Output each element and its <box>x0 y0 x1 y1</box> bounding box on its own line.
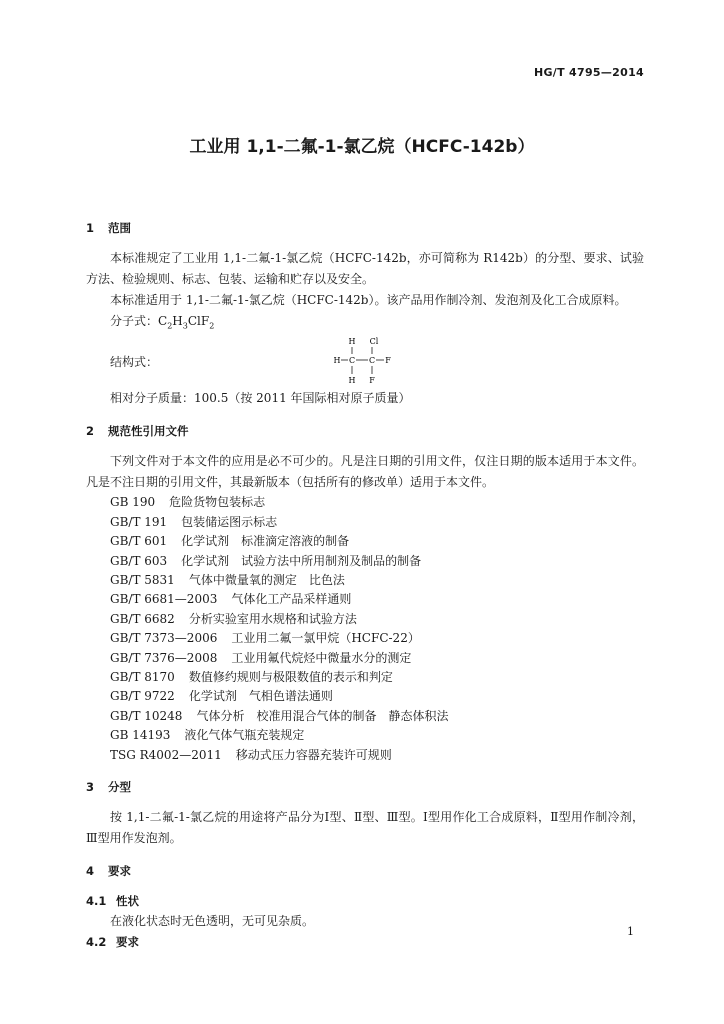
reference-item <box>86 571 644 590</box>
formula-h: H <box>172 314 183 328</box>
section-title: 分型 <box>108 780 131 795</box>
section-4-heading <box>86 861 644 881</box>
reference-item <box>86 590 644 609</box>
reference-item <box>86 746 644 765</box>
reference-title: 包装储运图示标志 <box>181 514 278 529</box>
section-title: 要求 <box>108 864 131 879</box>
reference-item <box>86 629 644 648</box>
atom-h-left: H <box>334 356 341 366</box>
applicability-paragraph: 本标准适用于 1,1-二氟-1-氯乙烷（HCFC-142b）。该产品用作制冷剂、发泡剂及化工合成原料。 <box>110 293 627 307</box>
reference-title: 工业用二氟一氯甲烷（HCFC-22） <box>231 631 420 646</box>
reference-code: GB/T 7376—2008 <box>110 650 218 665</box>
reference-title: 分析实验室用水规格和试验方法 <box>188 611 357 626</box>
structural-formula <box>86 336 644 388</box>
formula-c-sub: 2 <box>167 321 173 331</box>
reference-title: 危险货物包装标志 <box>169 495 266 510</box>
reference-title: 化学试剂 标准滴定溶液的制备 <box>181 534 350 549</box>
reference-item <box>86 726 644 745</box>
reference-title: 移动式压力容器充装许可规则 <box>235 747 392 762</box>
reference-code: GB/T 6681—2003 <box>110 592 218 607</box>
reference-title: 化学试剂 气相色谱法通则 <box>188 689 333 704</box>
appearance-text: 在液化状态时无色透明，无可见杂质。 <box>110 914 315 929</box>
formula-c: C <box>158 314 168 328</box>
section-2-heading <box>86 421 644 441</box>
molecular-mass: 相对分子质量：100.5（按 2011 年国际相对原子质量） <box>110 391 411 406</box>
document-title: 工业用 1,1-二氟-1-氯乙烷（HCFC-142b） <box>189 137 535 157</box>
references-intro: 下列文件对于本文件的应用是必不可少的。凡是注日期的引用文件，仅注日期的版本适用于本文件。凡是不注日期的引用文件，其最新版本（包括所有的修改单）适用于本文件。 <box>86 454 644 490</box>
section-number: 3 <box>86 780 95 795</box>
formula-label: 分子式： <box>110 314 159 328</box>
molecular-formula <box>86 311 644 336</box>
reference-code: GB/T 601 <box>110 534 168 549</box>
reference-title: 气体分析 校准用混合气体的制备 静态体积法 <box>196 708 449 723</box>
reference-code: GB/T 9722 <box>110 689 175 704</box>
reference-code: GB/T 603 <box>110 553 168 568</box>
reference-item <box>86 552 644 571</box>
atom-f-bottom: F <box>369 376 375 386</box>
reference-code: GB/T 7373—2006 <box>110 631 218 646</box>
section-title: 规范性引用文件 <box>108 424 189 439</box>
reference-code: GB 14193 <box>110 728 171 743</box>
reference-code: TSG R4002—2011 <box>110 747 222 762</box>
atom-f-right: F <box>385 356 391 366</box>
reference-item <box>86 668 644 687</box>
reference-code: GB/T 8170 <box>110 670 175 685</box>
atom-h-top: H <box>348 337 356 347</box>
reference-item <box>86 649 644 668</box>
reference-item <box>86 610 644 629</box>
atom-c1: C <box>348 356 356 366</box>
document-body <box>86 218 644 952</box>
reference-item <box>86 532 644 551</box>
section-title: 范围 <box>108 221 131 235</box>
subsection-title: 性状 <box>116 894 139 909</box>
reference-title: 工业用氟代烷烃中微量水分的测定 <box>231 650 412 665</box>
reference-code: GB/T 10248 <box>110 708 183 723</box>
reference-list <box>86 493 644 765</box>
atom-h-bottom: H <box>348 376 356 386</box>
reference-code: GB/T 5831 <box>110 573 175 588</box>
standard-number: HG/T 4795—2014 <box>533 66 644 79</box>
reference-code: GB 190 <box>110 495 156 510</box>
reference-title: 化学试剂 试验方法中所用制剂及制品的制备 <box>181 553 422 568</box>
classification-paragraph: 按 1,1-二氟-1-氯乙烷的用途将产品分为Ⅰ型、Ⅱ型、Ⅲ型。Ⅰ型用作化工合成原料，Ⅱ型用作制冷剂，Ⅲ型用作发泡剂。 <box>86 810 644 846</box>
section-number: 4 <box>86 864 95 879</box>
section-1-heading <box>86 218 644 238</box>
page-number: 1 <box>627 925 634 938</box>
reference-item <box>86 707 644 726</box>
subsection-title: 要求 <box>116 935 139 950</box>
formula-rest-sub: 2 <box>209 321 215 331</box>
reference-code: GB/T 6682 <box>110 611 175 626</box>
reference-item <box>86 493 644 512</box>
reference-code: GB/T 191 <box>110 514 168 529</box>
reference-title: 液化气体气瓶充装规定 <box>184 728 305 743</box>
reference-item <box>86 513 644 532</box>
subsection-number: 4.1 <box>86 894 107 909</box>
reference-item <box>86 687 644 706</box>
atom-cl-top: Cl <box>369 337 379 347</box>
subsection-4-2-heading <box>86 932 644 952</box>
scope-paragraph: 本标准规定了工业用 1,1-二氟-1-氯乙烷（HCFC-142b，亦可简称为 R142b）的分型、要求、试验方法、检验规则、标志、包装、运输和贮存以及安全。 <box>86 251 644 286</box>
reference-title: 气体化工产品采样通则 <box>231 592 352 607</box>
section-number: 2 <box>86 424 95 439</box>
structure-label: 结构式： <box>110 355 159 370</box>
subsection-number: 4.2 <box>86 935 107 950</box>
atom-c2: C <box>368 356 376 366</box>
reference-title: 数值修约规则与极限数值的表示和判定 <box>188 670 393 685</box>
section-3-heading <box>86 777 644 797</box>
reference-title: 气体中微量氧的测定 比色法 <box>188 573 345 588</box>
formula-rest: ClF <box>187 314 210 328</box>
section-number: 1 <box>86 221 95 235</box>
subsection-4-1-heading <box>86 891 644 911</box>
formula-h-sub: 3 <box>182 321 188 331</box>
structure-diagram <box>334 336 414 388</box>
